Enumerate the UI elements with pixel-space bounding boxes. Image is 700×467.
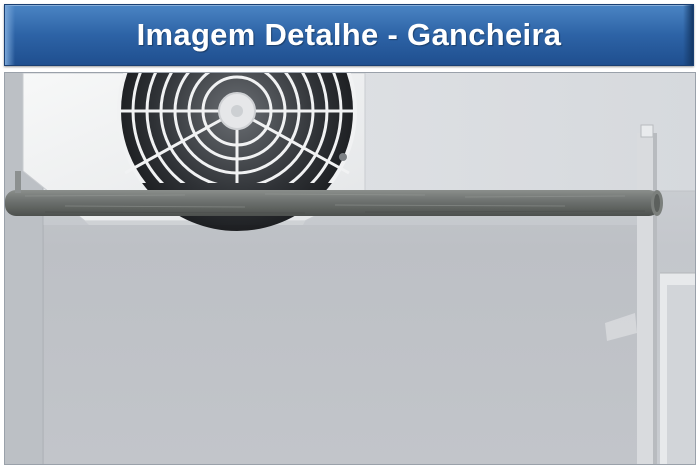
detail-photo — [4, 72, 696, 465]
page-title: Imagem Detalhe - Gancheira — [136, 17, 562, 52]
hanging-rail — [5, 190, 663, 216]
title-banner — [4, 4, 694, 66]
rail-hanger — [15, 171, 21, 193]
housing-screw — [339, 153, 347, 161]
cold-room-scene — [5, 73, 695, 464]
